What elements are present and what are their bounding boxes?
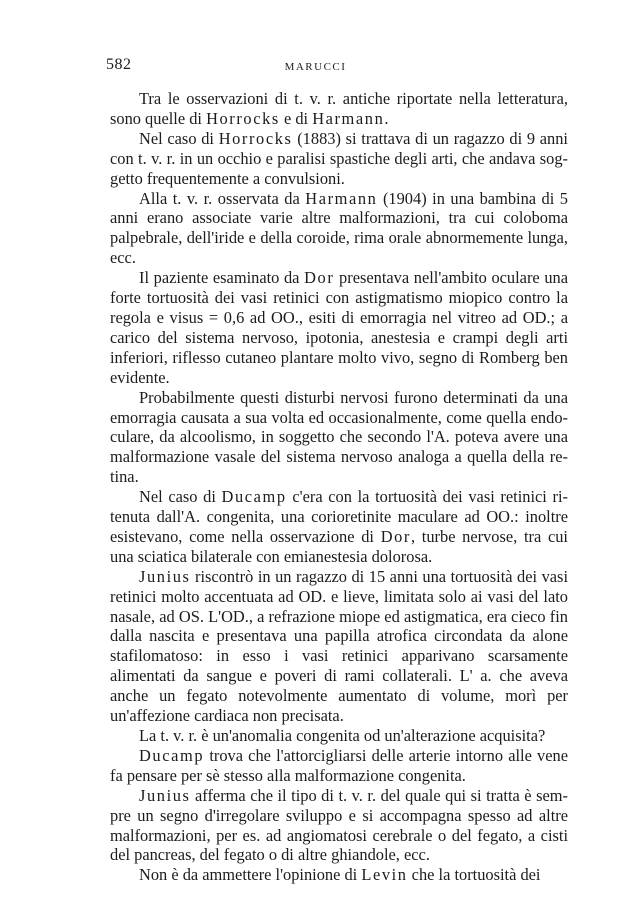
text-run: Alla t. v. r. osservata da bbox=[139, 188, 306, 208]
text-run: La t. v. r. è un'anomalia congenita od un'alterazione acquisita? bbox=[139, 726, 546, 745]
text-run: , turbe nervose, tra cui una sciatica bilaterale con emianestesia dolorosa. bbox=[110, 526, 568, 566]
paragraph-2 bbox=[110, 129, 568, 189]
author-name: Horrocks bbox=[206, 108, 280, 128]
text-run: Il paziente esaminato da bbox=[139, 268, 305, 288]
paragraph-7 bbox=[110, 567, 568, 726]
text-run: riscontrò in un ragazzo di 15 anni una tortuosità dei vasi retinici molto accentuata ad OD. e lieve, limitata solo ai vasi del lato nasale, ad OS. L'OD., a refrazione miope ed astigmatica, era cieco fin dalla nascita e presentava una papilla atrofica circondata da alone stafilomatoso: in esso i vasi retinici apparivano scarsamente alimentati da sangue e poveri di rami collaterali. L' a. che aveva anche un fegato notevolmente aumentato di volume, morì per un'affezione cardiaca non precisata. bbox=[110, 566, 568, 726]
author-name: Harmann bbox=[312, 108, 385, 128]
page-number: 582 bbox=[106, 56, 132, 73]
author-name: Junius bbox=[139, 566, 191, 586]
text-run: afferma che il tipo di t. v. r. del quale qui si tratta è sempre un segno d'irregolare sviluppo e si accompagna spesso ad altre malformazioni, per es. ad angiomatosi cerebrale o del fegato, a cisti del pancreas, del fegato o di altre ghiandole, ecc. bbox=[110, 785, 568, 865]
running-title: MARUCCI bbox=[284, 61, 347, 73]
body-text bbox=[110, 89, 568, 885]
paragraph-9 bbox=[110, 746, 568, 786]
paragraph-8 bbox=[110, 726, 568, 746]
paragraph-10 bbox=[110, 786, 568, 866]
text-run: c'era con la tortuosità dei vasi retinici ritenuta dall'A. congenita, una corioretinite maculare ad OO.: inoltre esistevano, come nella osservazione di bbox=[110, 487, 568, 546]
text-run: Probabilmente questi disturbi nervosi furono determinati da una emorragia causata a sua volta ed occasionalmente, come quella endoculare, da alcoolismo, in soggetto che secondo l'A. poteva avere una malformazione vasale del sistema nervoso analoga a quella della retina. bbox=[110, 387, 568, 487]
author-name: Levin bbox=[361, 865, 408, 885]
author-name: Junius bbox=[139, 785, 191, 805]
author-name: Horrocks bbox=[218, 128, 293, 148]
text-run: Tra le osservazioni di t. v. r. antiche riportate nella letteratura, sono quelle di bbox=[110, 89, 568, 128]
author-name: Ducamp bbox=[221, 487, 287, 507]
paragraph-1 bbox=[110, 89, 568, 129]
paragraph-3 bbox=[110, 189, 568, 269]
paragraph-11 bbox=[110, 865, 568, 885]
author-name: Ducamp bbox=[139, 745, 205, 765]
text-run: Non è da ammettere l'opinione di bbox=[139, 865, 362, 885]
paragraph-5 bbox=[110, 388, 568, 488]
text-run: Nel caso di bbox=[139, 128, 219, 148]
paragraph-4 bbox=[110, 268, 568, 387]
text-run: che la tortuosità dei bbox=[407, 865, 541, 885]
paragraph-6 bbox=[110, 487, 568, 567]
text-run: Nel caso di bbox=[139, 487, 222, 507]
author-name: Harmann bbox=[305, 188, 378, 208]
text-run: e di bbox=[279, 108, 313, 128]
text-run: trova che l'attorcigliarsi delle arterie intorno alle vene fa pensare per sè stesso alla malformazione congenita. bbox=[110, 745, 568, 785]
author-name: Dor bbox=[304, 268, 335, 288]
text-run: (1883) si trattava di un ragazzo di 9 anni con t. v. r. in un occhio e paralisi spastiche degli arti, che andava soggetto frequentemente a convulsioni. bbox=[110, 128, 568, 188]
text-run: (1904) in una bambina di 5 anni erano associate varie altre malformazioni, tra cui coloboma palpebrale, dell'iride e della coroide, rima orale abnormemente lunga, ecc. bbox=[110, 188, 568, 268]
text-run: presentava nell'ambito oculare una forte tortuosità dei vasi retinici con astigmatismo miopico contro la regola e visus = 0,6 ad OO., esiti di emorragia nel vitreo ad OD.; a carico del sistema nervoso, ipotonia, anestesia e crampi degli arti inferiori, riflesso cutaneo plantare molto vivo, segno di Romberg ben evidente. bbox=[110, 268, 568, 387]
author-name: Dor bbox=[380, 526, 411, 546]
text-run: . bbox=[384, 108, 389, 128]
